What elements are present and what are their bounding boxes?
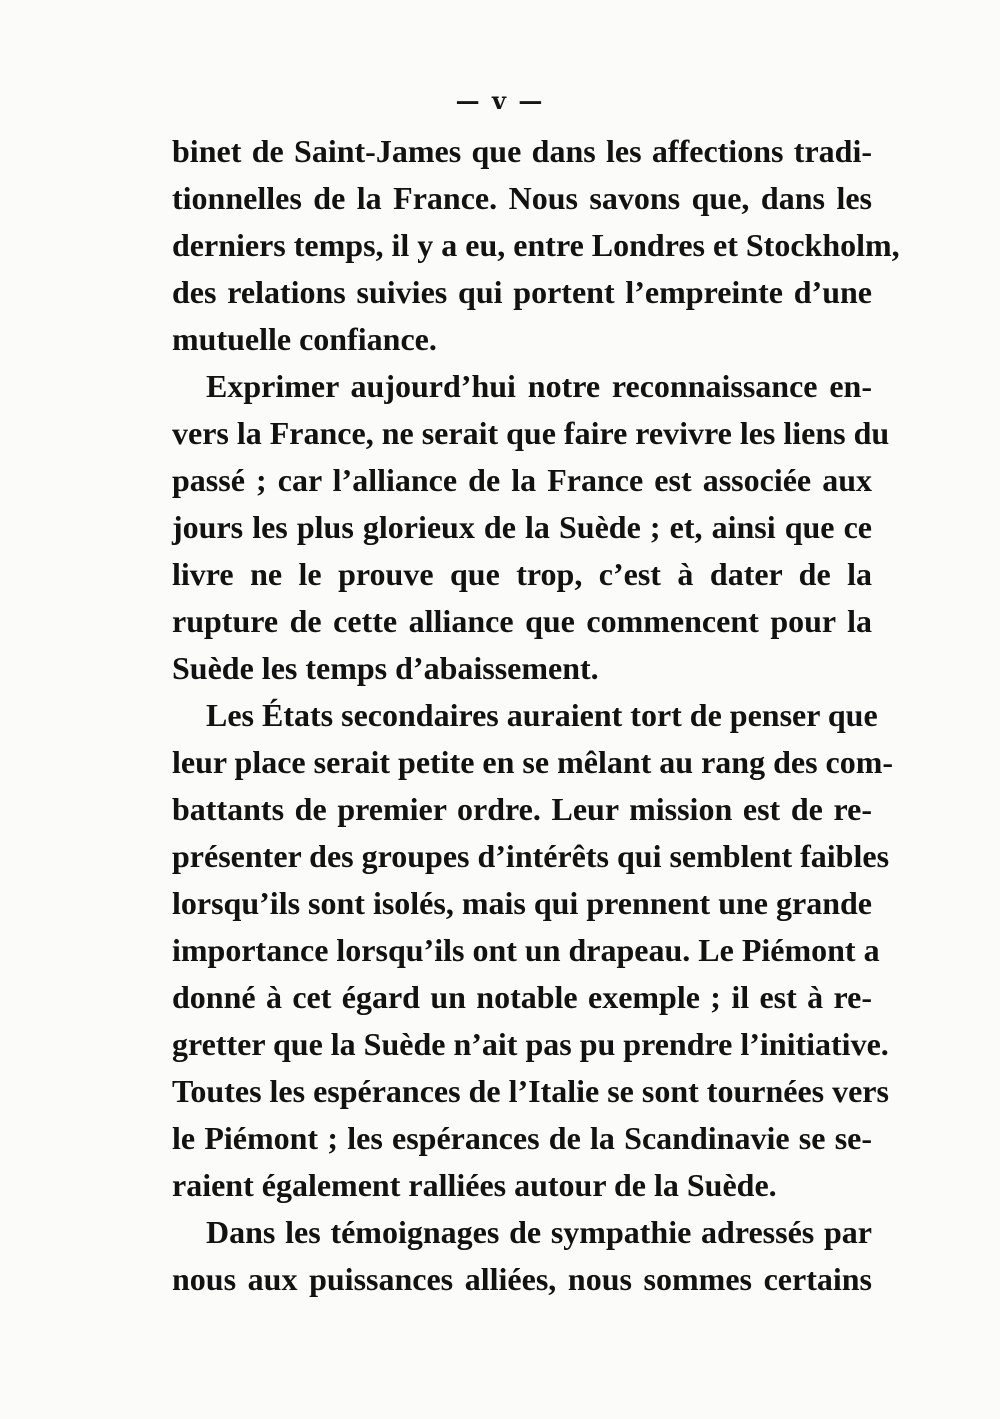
text-line: jours les plus glorieux de la Suède ; et, ainsi que ce [172,509,872,545]
text-line: livre ne le prouve que trop, c’est à dater de la [172,556,872,592]
paragraph-2 [172,363,890,692]
text-line: Exprimer aujourd’hui notre reconnaissance en- [206,368,872,404]
text-line: lorsqu’ils sont isolés, mais qui prennent une grande [172,885,872,921]
text-line: Dans les témoignages de sympathie adressés par [206,1214,872,1250]
text-line: donné à cet égard un notable exemple ; il est à re- [172,979,872,1015]
paragraph-1 [172,128,900,363]
text-line: derniers temps, il y a eu, entre Londres et Stockholm, [172,227,900,263]
paragraph-4 [172,1209,872,1303]
body-text [172,128,900,1303]
text-line: Suède les temps d’abaissement. [172,650,599,686]
text-line: vers la France, ne serait que faire revivre les liens du [172,415,890,451]
page-number: — v — [455,86,545,115]
text-line: nous aux puissances alliées, nous sommes certains [172,1261,872,1297]
text-line: raient également ralliées autour de la Suède. [172,1167,777,1203]
text-line: des relations suivies qui portent l’empreinte d’une [172,274,872,310]
text-line: passé ; car l’alliance de la France est associée aux [172,462,872,498]
text-line: leur place serait petite en se mêlant au rang des com- [172,744,894,780]
text-line: Les États secondaires auraient tort de penser que [206,697,878,733]
text-line: mutuelle confiance. [172,321,437,357]
text-line: présenter des groupes d’intérêts qui semblent faibles [172,838,890,874]
paragraph-3 [172,692,894,1209]
text-line: Toutes les espérances de l’Italie se sont tournées vers [172,1073,889,1109]
text-line: importance lorsqu’ils ont un drapeau. Le Piémont a [172,932,880,968]
text-line: rupture de cette alliance que commencent pour la [172,603,872,639]
text-line: le Piémont ; les espérances de la Scandinavie se se- [172,1120,872,1156]
text-line: binet de Saint-James que dans les affections tradi- [172,133,872,169]
text-line: tionnelles de la France. Nous savons que, dans les [172,180,872,216]
text-line: gretter que la Suède n’ait pas pu prendre l’initiative. [172,1026,889,1062]
text-line: battants de premier ordre. Leur mission est de re- [172,791,872,827]
